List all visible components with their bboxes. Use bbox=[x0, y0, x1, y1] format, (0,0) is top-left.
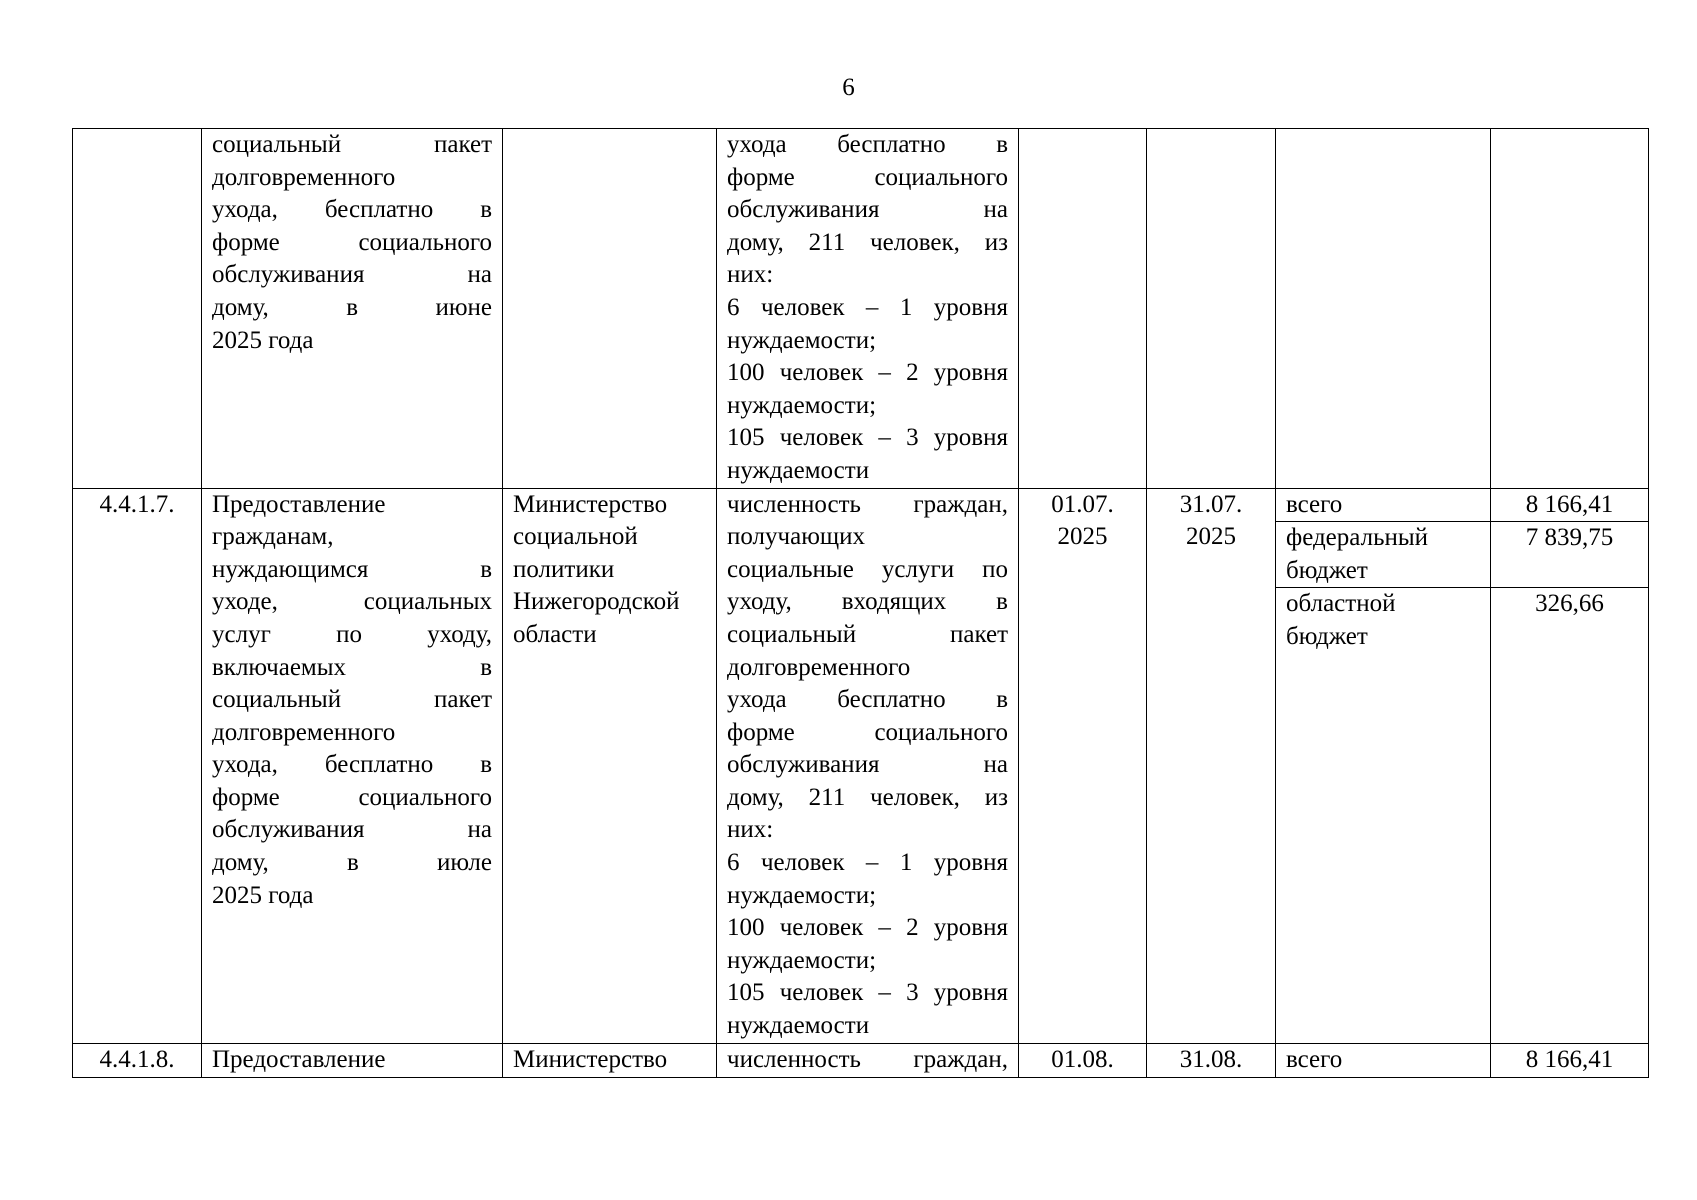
text-line: нуждающимся в bbox=[212, 555, 492, 583]
text-line: социальный пакет bbox=[727, 620, 1008, 648]
text-line: ухода бесплатно в bbox=[727, 686, 1008, 714]
text-line: долговременного bbox=[727, 653, 911, 681]
text-line: бюджет bbox=[1286, 556, 1368, 584]
indicator-cell bbox=[717, 1044, 1019, 1078]
text-line: услуг по уходу, bbox=[212, 620, 492, 648]
text-line: ухода, бесплатно в bbox=[212, 196, 492, 224]
plan-table bbox=[72, 128, 1649, 1078]
indicator-cell bbox=[717, 488, 1019, 1044]
item-number: 4.4.1.7. bbox=[73, 488, 202, 1044]
text-line: социальный пакет bbox=[212, 686, 492, 714]
executor-cell bbox=[503, 129, 717, 489]
funding-amount bbox=[1491, 129, 1649, 489]
text-line: Министерство bbox=[513, 1046, 668, 1074]
table-row bbox=[73, 488, 1649, 522]
text-line: 2025 года bbox=[212, 326, 314, 354]
page-number: 6 bbox=[842, 74, 855, 101]
text-line: дому, в июле bbox=[212, 849, 492, 877]
text-line: уходу, входящих в bbox=[727, 588, 1008, 616]
executor-cell bbox=[503, 488, 717, 1044]
text-line: областной bbox=[1286, 590, 1396, 618]
text-line: социальный пакет bbox=[212, 131, 492, 158]
text-line: 2025 bbox=[1186, 523, 1236, 551]
item-number: 4.4.1.8. bbox=[73, 1044, 202, 1078]
text-line: Министерство bbox=[513, 490, 668, 518]
text-line: 01.08. bbox=[1051, 1046, 1114, 1074]
funding-source bbox=[1276, 1044, 1491, 1078]
text-line: 31.08. bbox=[1179, 1046, 1243, 1074]
text-line: уходе, социальных bbox=[212, 588, 492, 616]
text-line: обслуживания на bbox=[212, 816, 492, 844]
text-line: 100 человек – 2 уровня bbox=[727, 914, 1008, 942]
text-line: области bbox=[513, 620, 597, 648]
end-date bbox=[1147, 1044, 1276, 1078]
funding-source bbox=[1276, 522, 1491, 588]
item-number bbox=[73, 129, 202, 489]
text-line: гражданам, bbox=[212, 523, 334, 551]
table-row bbox=[73, 1044, 1649, 1078]
indicator-cell bbox=[717, 129, 1019, 489]
text-line: форме социального bbox=[212, 228, 492, 256]
text-line: нуждаемости bbox=[727, 1012, 870, 1040]
text-line: нуждаемости; bbox=[727, 326, 877, 354]
text-line: 100 человек – 2 уровня bbox=[727, 359, 1008, 387]
text-line: них: bbox=[727, 261, 774, 289]
funding-amount: 326,66 bbox=[1491, 588, 1649, 1044]
text-line: Нижегородской bbox=[513, 588, 680, 616]
activity-cell bbox=[202, 129, 503, 489]
text-line: форме социального bbox=[727, 718, 1008, 746]
text-line: получающих bbox=[727, 523, 866, 551]
end-date bbox=[1147, 488, 1276, 1044]
text-line: 6 человек – 1 уровня bbox=[727, 849, 1008, 877]
text-line: обслуживания на bbox=[727, 751, 1008, 779]
text-line: федеральный bbox=[1286, 524, 1429, 552]
text-line: нуждаемости; bbox=[727, 881, 877, 909]
text-line: 105 человек – 3 уровня bbox=[727, 424, 1008, 452]
text-line: дому, в июне bbox=[212, 293, 492, 321]
text-line: нуждаемости bbox=[727, 456, 870, 484]
text-line: дому, 211 человек, из bbox=[727, 783, 1008, 811]
text-line: численность граждан, bbox=[727, 490, 1008, 518]
text-line: форме социального bbox=[727, 163, 1008, 191]
text-line: бюджет bbox=[1286, 622, 1368, 650]
text-line: Предоставление bbox=[212, 1046, 386, 1074]
activity-cell bbox=[202, 1044, 503, 1078]
text-line: них: bbox=[727, 816, 774, 844]
text-line: Предоставление bbox=[212, 490, 386, 518]
executor-cell bbox=[503, 1044, 717, 1078]
text-line: 31.07. bbox=[1179, 490, 1243, 518]
text-line: ухода бесплатно в bbox=[727, 131, 1008, 158]
activity-cell bbox=[202, 488, 503, 1044]
text-line: 2025 года bbox=[212, 881, 314, 909]
start-date bbox=[1019, 129, 1147, 489]
funding-source bbox=[1276, 488, 1491, 522]
text-line: 6 человек – 1 уровня bbox=[727, 293, 1008, 321]
text-line: социальные услуги по bbox=[727, 555, 1008, 583]
start-date bbox=[1019, 1044, 1147, 1078]
text-line: нуждаемости; bbox=[727, 391, 877, 419]
text-line: включаемых в bbox=[212, 653, 492, 681]
text-line: всего bbox=[1286, 490, 1343, 518]
start-date bbox=[1019, 488, 1147, 1044]
text-line: 105 человек – 3 уровня bbox=[727, 979, 1008, 1007]
text-line: дому, 211 человек, из bbox=[727, 228, 1008, 256]
text-line: 2025 bbox=[1057, 523, 1108, 551]
text-line: обслуживания на bbox=[212, 261, 492, 289]
funding-amount: 7 839,75 bbox=[1491, 522, 1649, 588]
text-line: долговременного bbox=[212, 718, 396, 746]
text-line: всего bbox=[1286, 1046, 1343, 1074]
text-line: 01.07. bbox=[1051, 490, 1114, 518]
text-line: политики bbox=[513, 555, 615, 583]
text-line: нуждаемости; bbox=[727, 946, 877, 974]
end-date bbox=[1147, 129, 1276, 489]
text-line: форме социального bbox=[212, 783, 492, 811]
funding-amount: 8 166,41 bbox=[1491, 1044, 1649, 1078]
text-line: обслуживания на bbox=[727, 196, 1008, 224]
text-line: долговременного bbox=[212, 163, 396, 191]
text-line: ухода, бесплатно в bbox=[212, 751, 492, 779]
funding-amount: 8 166,41 bbox=[1491, 488, 1649, 522]
funding-source bbox=[1276, 129, 1491, 489]
text-line: социальной bbox=[513, 523, 638, 551]
funding-source bbox=[1276, 588, 1491, 1044]
text-line: численность граждан, bbox=[727, 1046, 1008, 1074]
